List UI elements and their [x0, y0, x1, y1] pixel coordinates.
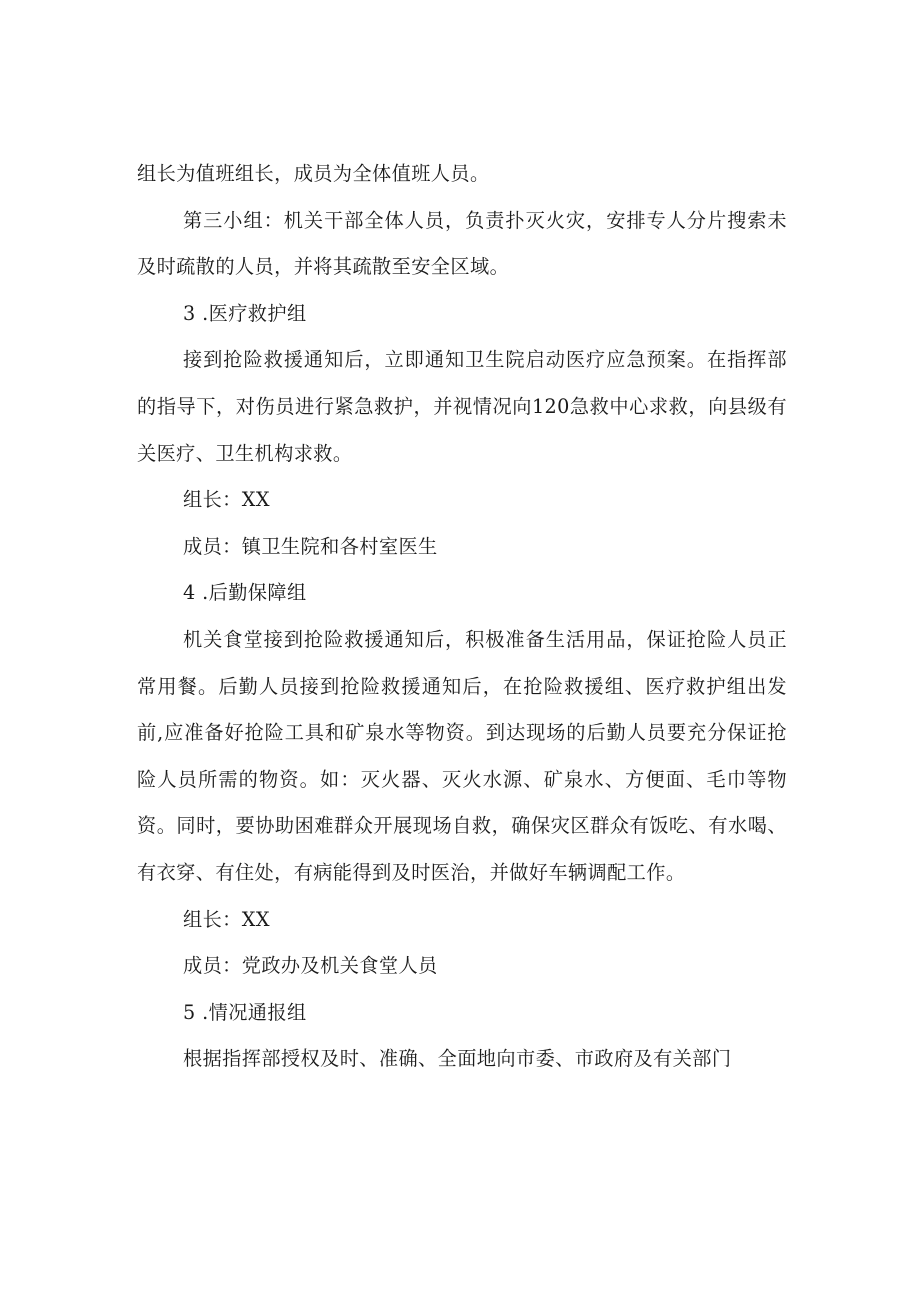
paragraph-third-group: 第三小组：机关干部全体人员，负责扑灭火灾，安排专人分片搜索未及时疏散的人员，并将其疏散至安全区域。 [137, 208, 787, 279]
document-page [137, 151, 787, 1083]
paragraph-logistics-leader: 组长：XX [183, 907, 270, 931]
section-heading-situation-report: 5 .情况通报组 [183, 1000, 307, 1024]
paragraph-logistics: 机关食堂接到抢险救援通知后，积极准备生活用品，保证抢险人员正常用餐。后勤人员接到抢险救援通知后，在抢险救援组、医疗救护组出发前,应准备好抢险工具和矿泉水等物资。到达现场的后勤人员要充分保证抢险人员所需的物资。如：灭火器、灭火水源、矿泉水、方便面、毛巾等物资。同时，要协助困难群众开展现场自救，确保灾区群众有饭吃、有水喝、有衣穿、有住处，有病能得到及时医治，并做好车辆调配工作。 [137, 627, 787, 884]
paragraph-medical-members: 成员：镇卫生院和各村室医生 [183, 534, 438, 558]
paragraph-situation-report: 根据指挥部授权及时、准确、全面地向市委、市政府及有关部门 [183, 1047, 732, 1071]
section-heading-logistics: 4 .后勤保障组 [183, 581, 307, 605]
paragraph-team-leader: 组长为值班组长，成员为全体值班人员。 [137, 162, 490, 185]
paragraph-logistics-members: 成员：党政办及机关食堂人员 [183, 954, 438, 978]
paragraph-medical-rescue: 接到抢险救援通知后，立即通知卫生院启动医疗应急预案。在指挥部的指导下，对伤员进行紧急救护，并视情况向120急救中心求救，向县级有关医疗、卫生机构求救。 [137, 348, 787, 465]
paragraph-medical-leader: 组长：XX [183, 488, 270, 512]
section-heading-medical-rescue: 3 .医疗救护组 [183, 301, 307, 325]
